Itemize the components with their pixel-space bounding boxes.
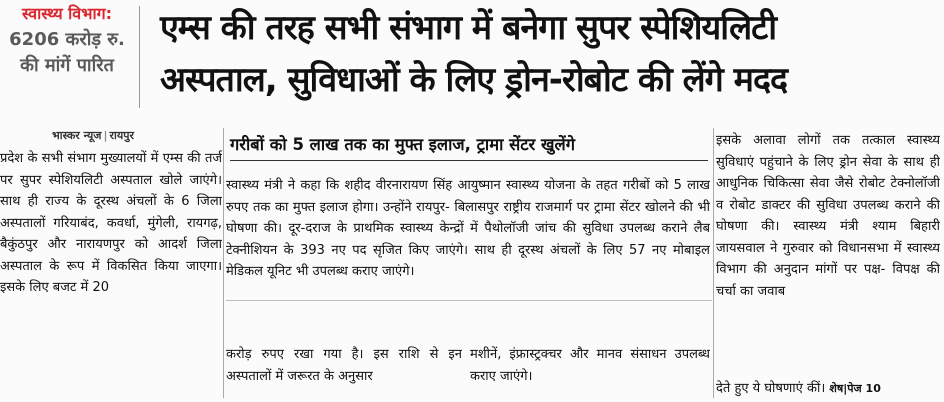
article-column-3	[716, 130, 940, 378]
headline	[160, 2, 942, 106]
continued-page-link[interactable]: पेज 10	[847, 382, 881, 395]
continued-label: शेष	[829, 382, 844, 395]
section-kicker	[3, 2, 131, 79]
column-2b-text: मशीनें, इंफ्रास्ट्रक्चर और मानव संसाधन उपलब्ध कराए जाएंगे।	[470, 347, 710, 384]
subheadline: गरीबों को 5 लाख तक का मुफ्त इलाज, ट्रामा सेंटर खुलेंगे	[230, 130, 708, 161]
kicker-label: स्वास्थ्य विभाग:	[21, 4, 113, 23]
section-divider	[226, 300, 712, 301]
headline-line-2: अस्पताल, सुविधाओं के लिए ड्रोन-रोबोट की लेंगे मदद	[160, 60, 788, 100]
article-column-2a	[226, 344, 462, 396]
kicker-amount: 6206 करोड़ रु.	[9, 29, 125, 50]
footer-text: देते हुए ये घोषणाएं कीं।	[716, 381, 826, 396]
column-2-text: स्वास्थ्य मंत्री ने कहा कि शहीद वीरनारायण सिंह आयुष्मान स्वास्थ्य योजना के तहत गरीबों को 5 लाख रुपए तक का मुफ्त इलाज होगा। उन्होंने रायपुर- बिलासपुर राष्ट्रीय राजमार्ग पर ट्रामा सेंटर खोलने की भी घोषणा की। दूर-दराज के प्राथमिक स्वास्थ्य केन्द्रों में पैथोलॉजी जांच की सुविधा उपलब्ध कराने लैब टेक्नीशियन के 393 नए पद सृजित किए जाएंगे। साथ ही दूरस्थ अंचलों के लिए 57 नए मोबाइल मेडिकल यूनिट भी उपलब्ध कराए जाएंगे।	[226, 178, 710, 279]
byline: भास्कर न्यूज | रायपुर	[52, 129, 134, 142]
column-divider-right	[713, 128, 714, 398]
headline-line-1: एम्स की तरह सभी संभाग में बनेगा सुपर स्पेशियलिटी	[160, 8, 777, 48]
column-1-text: प्रदेश के सभी संभाग मुख्यालयों में एम्स की तर्ज पर सुपर स्पेशियलिटी अस्पताल खोले जाएंगे। साथ ही राज्य के दूरस्थ अंचलों के 6 जिला अस्पतालों गरियाबंद, कवर्धा, मुंगेली, रायगढ़, बैकुंठपुर और नारायणपुर को आदर्श जिला अस्पताल के रूप में विकसित किया जाएगा। इसके लिए बजट में 20	[0, 151, 222, 295]
column-2a-text: करोड़ रुपए रखा गया है। इस राशि से इन अस्पतालों में जरूरत के अनुसार	[226, 347, 462, 384]
byline-city: रायपुर	[109, 129, 134, 142]
kicker-status: की मांगें पारित	[20, 55, 114, 76]
column-divider-left	[223, 128, 224, 398]
article-footer: देते हुए ये घोषणाएं कीं। शेष|पेज 10	[716, 381, 881, 396]
byline-source: भास्कर न्यूज	[52, 129, 102, 142]
article-column-2b	[470, 344, 710, 396]
article-column-2-top	[226, 175, 710, 287]
article-column-1	[0, 148, 222, 398]
kicker-divider	[139, 6, 140, 108]
column-3-text: इसके अलावा लोगों तक तत्काल स्वास्थ्य सुविधाएं पहुंचाने के लिए ड्रोन सेवा के साथ ही आधुनिक चिकित्सा सेवा जैसे रोबोट टेक्नोलॉजी व रोबोट डाक्टर की सुविधा उपलब्ध कराने की घोषणा की। स्वास्थ्य मंत्री श्याम बिहारी जायसवाल ने गुरुवार को विधानसभा में स्वास्थ्य विभाग की अनुदान मांगों पर पक्ष- विपक्ष की चर्चा का जवाब	[716, 133, 940, 299]
